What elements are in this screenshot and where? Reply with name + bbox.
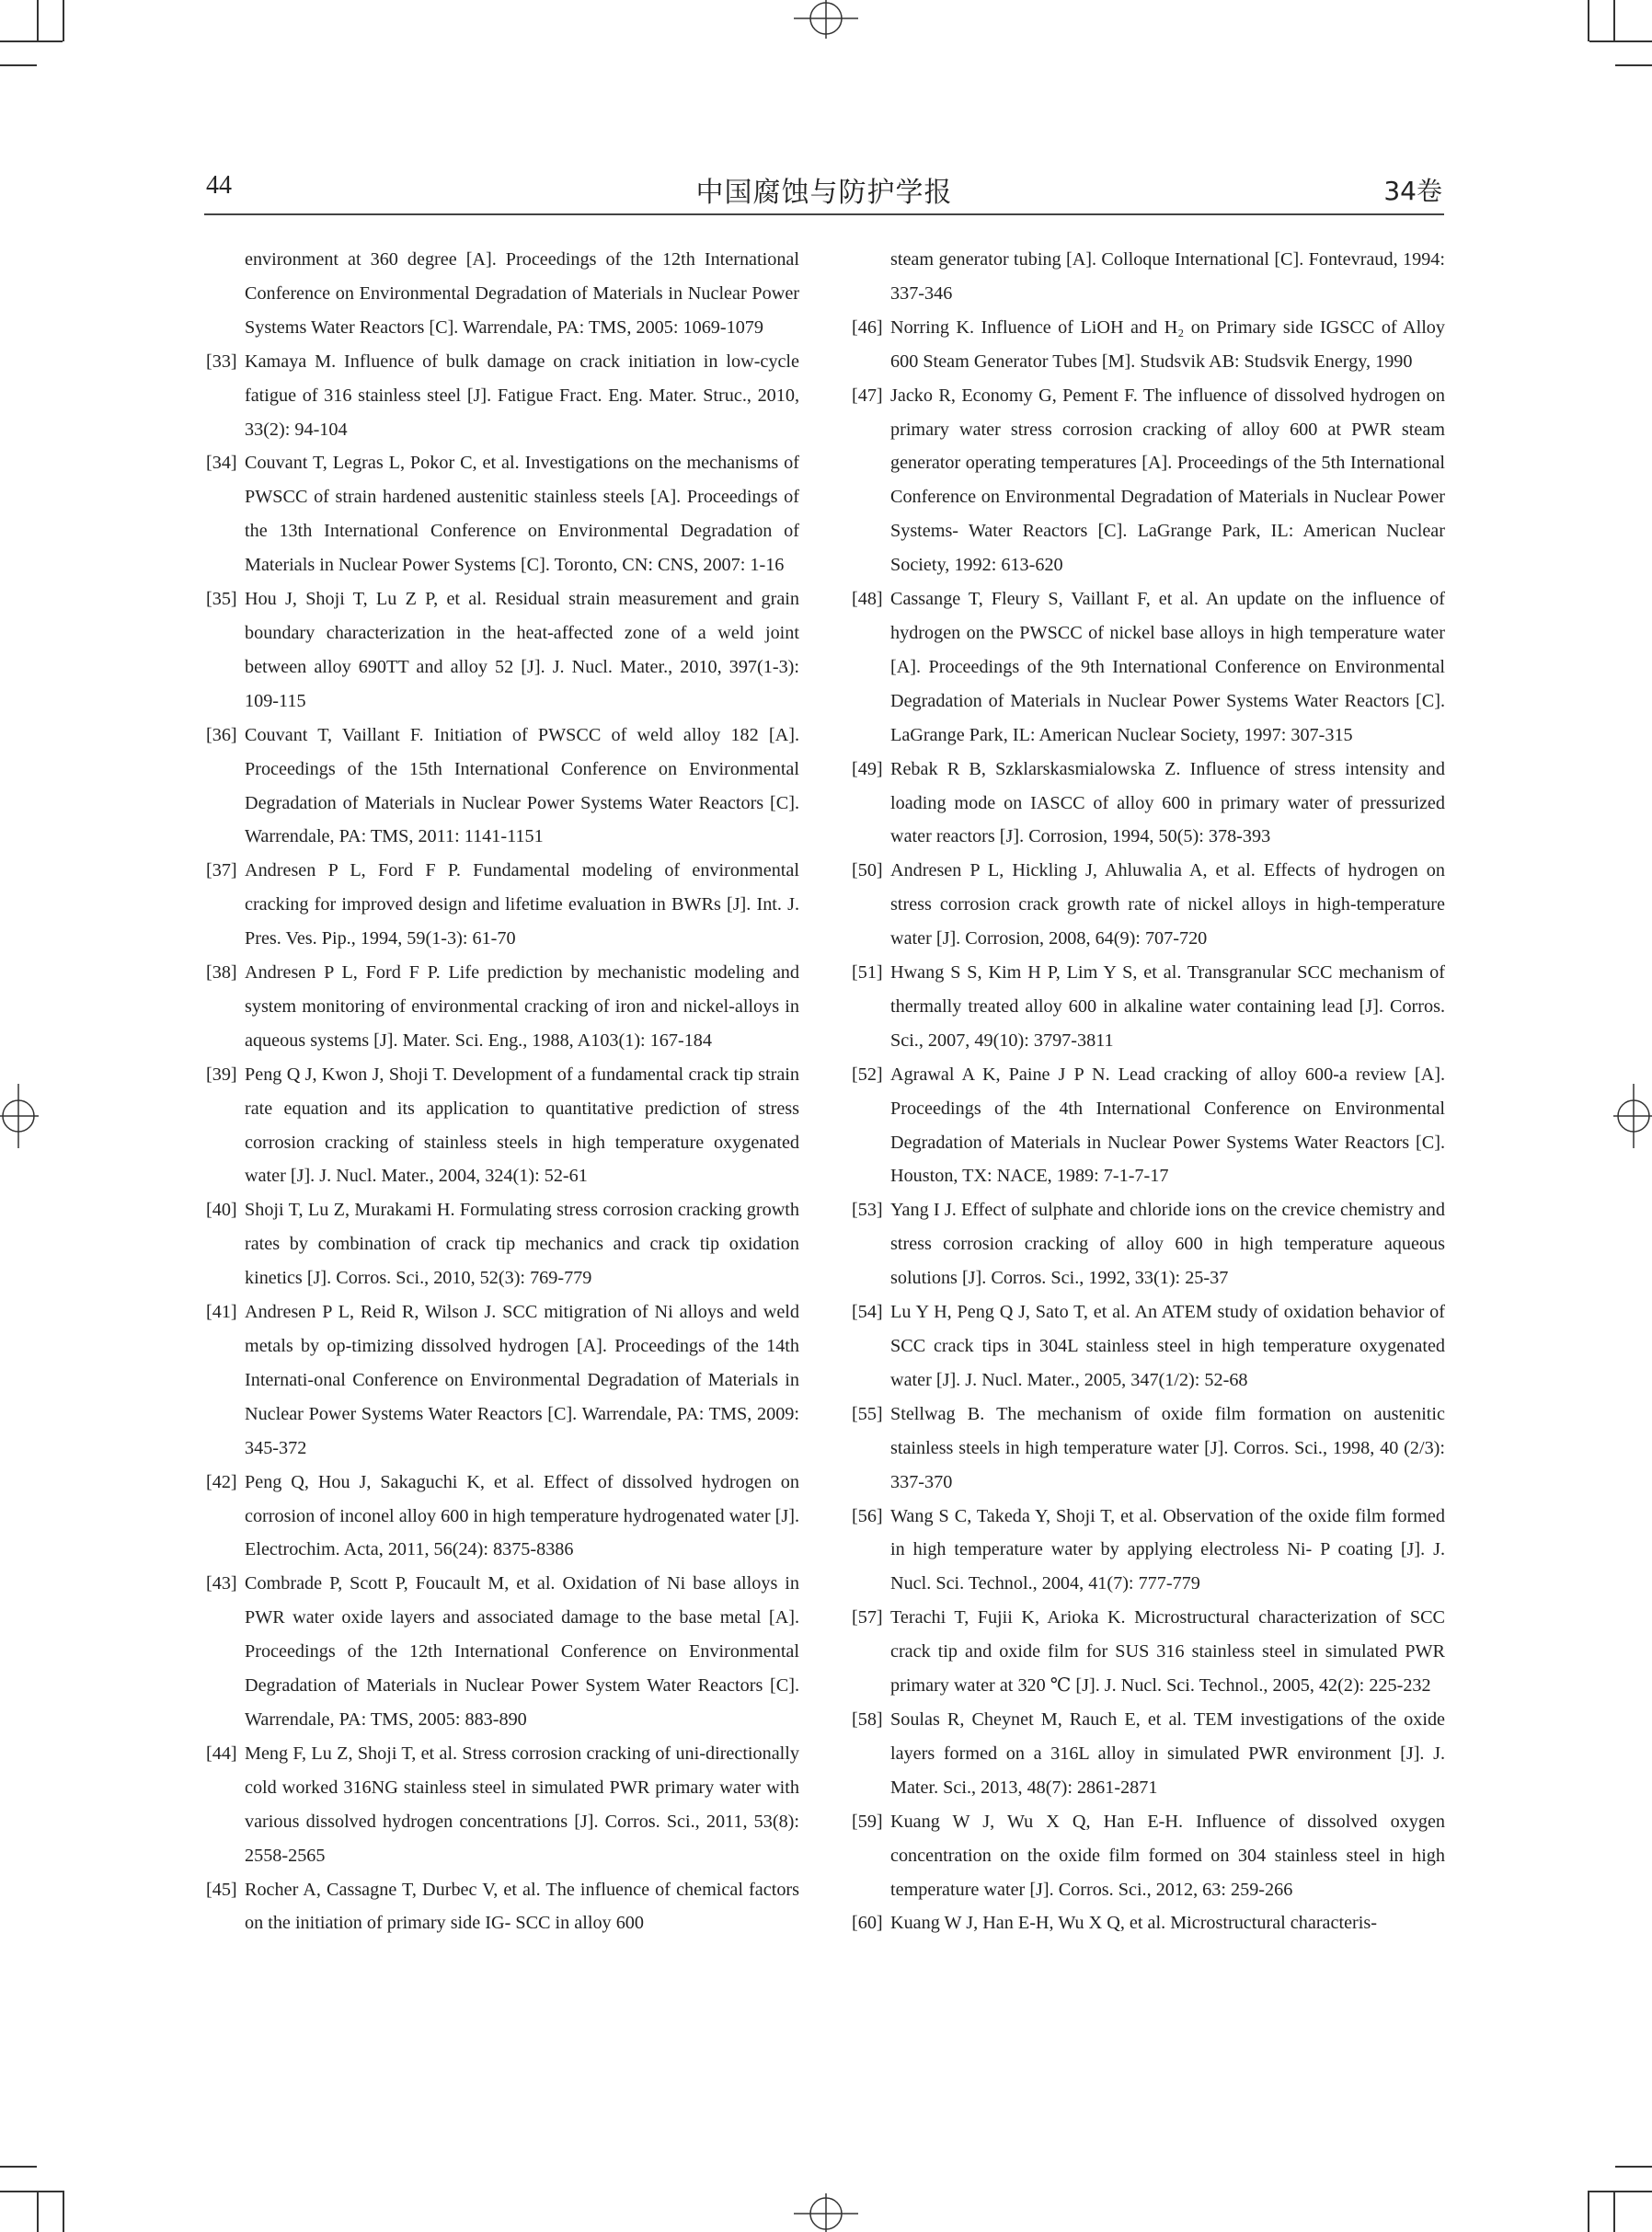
crop-mark: [0, 2166, 37, 2168]
reference-text: Soulas R, Cheynet M, Rauch E, et al. TEM investigations of the oxide layers formed on a 316L alloy in simulated PWR environment [J]. J. Mater. Sci., 2013, 48(7): 2861-2871: [890, 1709, 1445, 1798]
reference-text: Andresen P L, Reid R, Wilson J. SCC mitigration of Ni alloys and weld metals by op-timizing dissolved hydrogen [A]. Proceedings of the 14th Internati-onal Conference on Environmental Degradation of Materials in Nuclear Power Systems Water Reactors [C]. Warrendale, PA: TMS, 2009: 345-372: [245, 1302, 799, 1458]
reference-text: Peng Q, Hou J, Sakaguchi K, et al. Effect of dissolved hydrogen on corrosion of inconel alloy 600 in high temperature hydrogenated water [J]. Electrochim. Acta, 2011, 56(24): 8375-8386: [245, 1471, 799, 1560]
reference-text: Norring K. Influence of LiOH and H₂ on Primary side IGSCC of Alloy 600 Steam Generator Tubes [M]. Studsvik AB: Studsvik Energy, 1990: [890, 316, 1445, 372]
crop-mark: [0, 40, 63, 42]
reference-text: Agrawal A K, Paine J P N. Lead cracking of alloy 600-a review [A]. Proceedings of the 4th International Conference on Environmental Degradation of Materials in Nuclear Power Systems Water Reactors [C]. Houston, TX: NACE, 1989: 7-1-7-17: [890, 1064, 1445, 1187]
reference-number: [36]: [206, 724, 237, 745]
crop-mark: [63, 2191, 64, 2232]
reference-entry: [206, 1567, 799, 1737]
reference-number: [42]: [206, 1471, 237, 1492]
reference-entry: [206, 446, 799, 582]
reference-text: Kuang W J, Wu X Q, Han E-H. Influence of dissolved oxygen concentration on the oxide film formed on 304 stainless steel in high temperature water [J]. Corros. Sci., 2012, 63: 259-266: [890, 1811, 1445, 1900]
reference-entry: [852, 1295, 1445, 1398]
reference-text: Peng Q J, Kwon J, Shoji T. Development of a fundamental crack tip strain rate equation and its application to quantitative prediction of stress corrosion cracking of stainless steels in high temperature oxygenated water [J]. J. Nucl. Mater., 2004, 324(1): 52-61: [245, 1064, 799, 1187]
reference-text: Andresen P L, Ford F P. Life prediction by mechanistic modeling and system monitoring of environmental cracking of iron and nickel-alloys in aqueous systems [J]. Mater. Sci. Eng., 1988, A103(1): 167-184: [245, 962, 799, 1051]
reference-entry: [206, 1737, 799, 1873]
references-left-column: [206, 243, 799, 1940]
reference-entry: [852, 854, 1445, 956]
reference-entry: [852, 1703, 1445, 1805]
reference-text: Andresen P L, Hickling J, Ahluwalia A, et al. Effects of hydrogen on stress corrosion crack growth rate of nickel alloys in high-temperature water [J]. Corrosion, 2008, 64(9): 707-720: [890, 860, 1445, 949]
reference-number: [34]: [206, 453, 237, 474]
header-rule: [204, 213, 1444, 215]
reference-entry: [206, 719, 799, 855]
reference-entry: [206, 1466, 799, 1568]
reference-entry: [206, 345, 799, 447]
reference-number: [45]: [206, 1879, 237, 1900]
reference-number: [35]: [206, 589, 237, 610]
reference-entry: [852, 243, 1445, 311]
reference-text: Wang S C, Takeda Y, Shoji T, et al. Observation of the oxide film formed in high temperature water by applying electroless Ni- P coating [J]. J. Nucl. Sci. Technol., 2004, 41(7): 777-779: [890, 1505, 1445, 1594]
reference-entry: [852, 1906, 1445, 1940]
reference-text: Couvant T, Vaillant F. Initiation of PWSCC of weld alloy 182 [A]. Proceedings of the 15th International Conference on Environmental Degradation of Materials in Nuclear Power Systems Water Reactors [C]. Warrendale, PA: TMS, 2011: 1141-1151: [245, 724, 799, 847]
reference-number: [37]: [206, 860, 237, 881]
reference-number: [53]: [852, 1200, 883, 1221]
registration-mark-left: [0, 1079, 39, 1153]
reference-text: Rocher A, Cassagne T, Durbec V, et al. The influence of chemical factors on the initiation of primary side IG- SCC in alloy 600: [245, 1879, 799, 1934]
reference-entry: [206, 1873, 799, 1941]
reference-text: Shoji T, Lu Z, Murakami H. Formulating stress corrosion cracking growth rates by combination of crack tip mechanics and crack tip oxidation kinetics [J]. Corros. Sci., 2010, 52(3): 769-779: [245, 1200, 799, 1289]
reference-number: [59]: [852, 1811, 883, 1832]
reference-number: [41]: [206, 1302, 237, 1323]
reference-entry: [852, 1398, 1445, 1500]
reference-number: [54]: [852, 1302, 883, 1323]
registration-mark-right: [1613, 1079, 1652, 1153]
reference-entry: [206, 956, 799, 1058]
registration-mark-bottom: [789, 2193, 863, 2232]
reference-text: Stellwag B. The mechanism of oxide film formation on austenitic stainless steels in high temperature water [J]. Corros. Sci., 1998, 40 (2/3): 337-370: [890, 1403, 1445, 1492]
references-right-column: [852, 243, 1445, 1940]
journal-title: 中国腐蚀与防护学报: [695, 177, 953, 209]
reference-number: [57]: [852, 1607, 883, 1628]
running-header: [204, 164, 1444, 215]
crop-mark: [1613, 0, 1615, 41]
crop-mark: [1589, 40, 1652, 42]
reference-number: [56]: [852, 1505, 883, 1526]
reference-number: [46]: [852, 316, 883, 338]
reference-entry: [852, 582, 1445, 753]
reference-entry: [852, 1601, 1445, 1703]
crop-mark: [1588, 2191, 1589, 2232]
reference-entry: [206, 1295, 799, 1466]
crop-mark: [37, 2191, 39, 2232]
reference-text: Kamaya M. Influence of bulk damage on crack initiation in low-cycle fatigue of 316 stainless steel [J]. Fatigue Fract. Eng. Mater. Struc., 2010, 33(2): 94-104: [245, 351, 799, 440]
reference-number: [39]: [206, 1064, 237, 1085]
reference-number: [50]: [852, 860, 883, 881]
reference-entry: [852, 956, 1445, 1058]
reference-entry: [852, 753, 1445, 855]
reference-number: [55]: [852, 1403, 883, 1424]
reference-text: Yang I J. Effect of sulphate and chloride ions on the crevice chemistry and stress corrosion cracking of alloy 600 in high temperature aqueous solutions [J]. Corros. Sci., 1992, 33(1): 25-37: [890, 1200, 1445, 1289]
reference-text: Jacko R, Economy G, Pement F. The influence of dissolved hydrogen on primary water stress corrosion cracking of alloy 600 at PWR steam generator operating temperatures [A]. Proceedings of the 5th International Conference on Environmental Degradation of Materials in Nuclear Power Systems- Water Reactors [C]. LaGrange Park, IL: American Nuclear Society, 1992: 613-620: [890, 385, 1445, 576]
reference-entry: [206, 1193, 799, 1295]
crop-mark: [37, 0, 39, 41]
crop-mark: [1589, 2191, 1652, 2192]
reference-text: Hwang S S, Kim H P, Lim Y S, et al. Transgranular SCC mechanism of thermally treated alloy 600 in alkaline water containing lead [J]. Corros. Sci., 2007, 49(10): 3797-3811: [890, 962, 1445, 1051]
reference-text: Rebak R B, Szklarskasmialowska Z. Influence of stress intensity and loading mode on IASCC of alloy 600 in primary water of pressurized water reactors [J]. Corrosion, 1994, 50(5): 378-393: [890, 758, 1445, 847]
crop-mark: [0, 64, 37, 66]
crop-mark: [1615, 64, 1652, 66]
reference-entry: [852, 1500, 1445, 1602]
reference-entry: [852, 311, 1445, 379]
crop-mark: [1588, 0, 1589, 41]
reference-text: Meng F, Lu Z, Shoji T, et al. Stress corrosion cracking of uni-directionally cold worked 316NG stainless steel in simulated PWR primary water with various dissolved hydrogen concentrations [J]. Corros. Sci., 2011, 53(8): 2558-2565: [245, 1743, 799, 1866]
reference-number: [51]: [852, 962, 883, 984]
reference-number: [44]: [206, 1743, 237, 1764]
reference-number: [48]: [852, 589, 883, 610]
reference-number: [43]: [206, 1573, 237, 1594]
reference-text: Andresen P L, Ford F P. Fundamental modeling of environmental cracking for improved design and lifetime evaluation in BWRs [J]. Int. J. Pres. Ves. Pip., 1994, 59(1-3): 61-70: [245, 860, 799, 949]
reference-text: Cassange T, Fleury S, Vaillant F, et al. An update on the influence of hydrogen on the PWSCC of nickel base alloys in high temperature water [A]. Proceedings of the 9th International Conference on Environmental Degradation of Materials in Nuclear Power Systems Water Reactors [C]. LaGrange Park, IL: American Nuclear Society, 1997: 307-315: [890, 589, 1445, 745]
reference-number: [52]: [852, 1064, 883, 1085]
reference-entry: [206, 1058, 799, 1194]
reference-entry: [852, 1058, 1445, 1194]
crop-mark: [1615, 2166, 1652, 2168]
reference-number: [49]: [852, 758, 883, 779]
crop-mark: [63, 0, 64, 41]
reference-number: [60]: [852, 1913, 883, 1934]
reference-number: [38]: [206, 962, 237, 984]
reference-number: [58]: [852, 1709, 883, 1730]
reference-entry: [206, 854, 799, 956]
reference-text: Combrade P, Scott P, Foucault M, et al. Oxidation of Ni base alloys in PWR water oxide layers and associated damage to the base metal [A]. Proceedings of the 12th International Conference on Environmental Degradation of Materials in Nuclear Power System Water Reactors [C]. Warrendale, PA: TMS, 2005: 883-890: [245, 1573, 799, 1730]
reference-text: Lu Y H, Peng Q J, Sato T, et al. An ATEM study of oxidation behavior of SCC crack tips in 304L stainless steel in high temperature oxygenated water [J]. J. Nucl. Mater., 2005, 347(1/2): 52-68: [890, 1302, 1445, 1390]
reference-entry: [852, 1193, 1445, 1295]
reference-number: [40]: [206, 1200, 237, 1221]
reference-text: environment at 360 degree [A]. Proceedings of the 12th International Conference on Environmental Degradation of Materials in Nuclear Power Systems Water Reactors [C]. Warrendale, PA: TMS, 2005: 1069-1079: [245, 249, 799, 338]
crop-mark: [1613, 2191, 1615, 2232]
reference-entry: [206, 582, 799, 719]
crop-mark: [0, 2191, 63, 2192]
reference-number: [47]: [852, 385, 883, 406]
page-number: 44: [206, 171, 232, 200]
volume-label: 34卷: [1383, 176, 1442, 206]
reference-number: [33]: [206, 351, 237, 372]
reference-text: Kuang W J, Han E-H, Wu X Q, et al. Microstructural characteris-: [890, 1913, 1377, 1934]
reference-entry: [206, 243, 799, 345]
reference-entry: [852, 379, 1445, 582]
reference-entry: [852, 1805, 1445, 1907]
reference-text: Hou J, Shoji T, Lu Z P, et al. Residual strain measurement and grain boundary characterization in the heat-affected zone of a weld joint between alloy 690TT and alloy 52 [J]. J. Nucl. Mater., 2010, 397(1-3): 109-115: [245, 589, 799, 711]
reference-text: steam generator tubing [A]. Colloque International [C]. Fontevraud, 1994: 337-346: [890, 249, 1445, 304]
registration-mark-top: [789, 0, 863, 39]
reference-text: Couvant T, Legras L, Pokor C, et al. Investigations on the mechanisms of PWSCC of strain hardened austenitic stainless steels [A]. Proceedings of the 13th International Conference on Environmental Degradation of Materials in Nuclear Power Systems [C]. Toronto, CN: CNS, 2007: 1-16: [245, 453, 799, 576]
reference-text: Terachi T, Fujii K, Arioka K. Microstructural characterization of SCC crack tip and oxide film for SUS 316 stainless steel in simulated PWR primary water at 320 ℃ [J]. J. Nucl. Sci. Technol., 2005, 42(2): 225-232: [890, 1607, 1445, 1697]
